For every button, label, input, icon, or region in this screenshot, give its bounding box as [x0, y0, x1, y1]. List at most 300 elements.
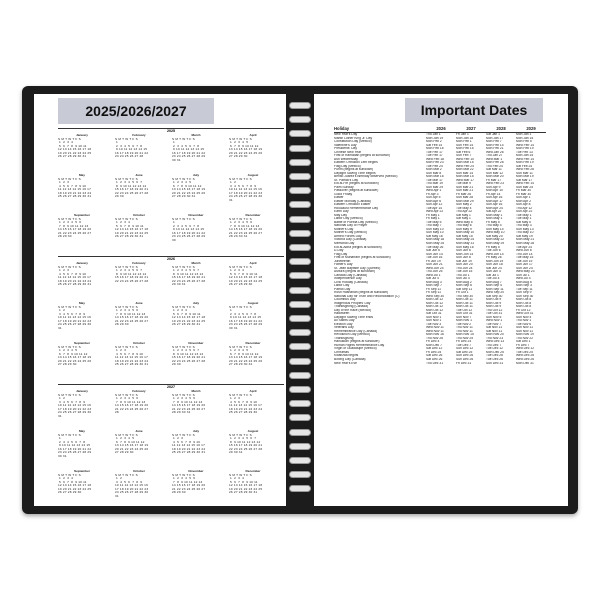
month-title: May — [78, 301, 86, 305]
week-row: 23 24 25 26 27 28 29 — [172, 154, 206, 158]
month-title: December — [245, 469, 261, 473]
week-row: 1 2 3 4 — [172, 308, 188, 312]
holiday-date: Mon Jan 15 — [516, 154, 534, 158]
holiday-date: Fri Jan 1 — [456, 133, 469, 136]
week-row: 27 28 29 30 — [115, 450, 134, 454]
holiday-name: Daylight Saving Time begins — [334, 171, 376, 175]
holiday-date: Wed May 23 — [516, 270, 535, 274]
week-row: 26 27 28 29 30 — [58, 490, 82, 494]
holiday-date: Sun Nov 7 — [456, 315, 472, 319]
holiday-date: Mon Oct 9 — [486, 298, 502, 302]
holiday-date: Sat Jun 24 — [486, 266, 502, 270]
holiday-name: Benito Juarez's Birthday observed (Mexico) — [334, 175, 398, 179]
month-calendar — [229, 262, 277, 287]
week-row: 24 25 26 27 28 29 30 — [58, 410, 92, 414]
month-title: September — [74, 469, 90, 473]
holiday-name: Daylight Saving Time ends — [334, 315, 374, 319]
month-title: July — [192, 173, 200, 177]
holiday-date: Mon Feb 28 — [486, 161, 504, 165]
holiday-date: Mon May 24 — [456, 238, 475, 242]
week-row: 14 15 16 17 18 19 20 — [58, 227, 92, 231]
week-row: 30 31 — [229, 325, 238, 330]
week-row: 18 19 20 21 22 23 24 — [172, 446, 206, 451]
weekday-header: S M T W T F S — [229, 264, 252, 269]
holiday-date: Fri Dec 4 — [426, 340, 440, 344]
holiday-date: Tue Oct 12 — [456, 308, 473, 312]
holiday-date: Sat May 19 — [516, 234, 533, 238]
holiday-date: Thu Mar 19 — [426, 182, 443, 186]
binding-ring — [289, 230, 311, 237]
holiday-date: Fri Dec 7 — [516, 343, 530, 347]
month-title: September — [74, 213, 90, 217]
holiday-name: Constitution Day (Mexico) — [334, 140, 372, 144]
binding-ring — [289, 102, 311, 109]
month-calendar — [115, 262, 163, 283]
week-row: 1 2 3 4 — [229, 476, 245, 480]
holiday-date: Tue Jun 16 — [426, 256, 443, 260]
holiday-date: Mon May 31 — [456, 241, 475, 245]
week-row: 25 26 27 28 29 30 — [229, 410, 258, 414]
holiday-date: Fri May 1 — [426, 213, 440, 217]
week-row: 19 20 21 22 23 24 25 — [229, 278, 263, 283]
holiday-name: Columbus Day — [334, 298, 356, 302]
table-row — [334, 362, 546, 366]
holiday-date: Tue May 26 — [426, 245, 444, 249]
week-row: 6 7 8 9 10 11 12 — [115, 439, 145, 444]
holiday-name: Canada Day (Canada) — [334, 273, 367, 277]
holiday-date: Mon Mar 15 — [456, 175, 474, 179]
week-row: 13 14 15 16 17 18 19 — [229, 355, 263, 359]
holiday-date: Tue Feb 17 — [426, 150, 443, 154]
holiday-date: Sun Mar 11 — [516, 171, 533, 175]
week-row: 19 20 21 22 23 24 25 — [115, 230, 149, 235]
holiday-date: Thu Nov 23 — [486, 336, 504, 340]
holiday-date: Tue Sep 11 — [516, 287, 533, 291]
holiday-date: Sat May 1 — [456, 213, 471, 217]
week-row: 1 2 3 — [58, 180, 70, 184]
holiday-date: Wed Dec 26 — [516, 354, 535, 358]
holiday-date: Mon Feb 15 — [456, 147, 474, 151]
week-row: 8 9 10 11 12 13 14 — [172, 271, 204, 276]
holiday-date: Mon Feb 1 — [456, 140, 472, 144]
holiday-date: Sun Feb 14 — [456, 143, 474, 147]
holiday-date: Sat Dec 26 — [426, 358, 443, 361]
holiday-date: Sat Dec 25 — [456, 350, 473, 354]
month-calendar — [115, 430, 163, 455]
holiday-date: Thu Apr 22 — [456, 210, 473, 214]
month-calendar — [229, 390, 277, 415]
holiday-name: Battle of Puebla Day (Mexico) — [334, 220, 378, 224]
week-row: 23 24 25 26 27 28 29 — [58, 450, 92, 454]
holiday-date: Mon May 1 — [486, 213, 503, 217]
weekday-header: S M T W T F S — [58, 176, 81, 181]
holiday-date: Sun Nov 1 — [426, 315, 442, 319]
weekday-header: S M T W T F S — [172, 432, 195, 437]
weekday-header: S M T W T F S — [229, 432, 252, 437]
holiday-name: National Day for Truth and Reconciliation (C) — [334, 294, 400, 298]
binding-ring — [289, 187, 311, 194]
weekday-header: S M T W T F S — [115, 264, 138, 269]
holiday-date: Thu Jun 14 — [516, 252, 533, 256]
holiday-date: Wed Nov 11 — [426, 326, 444, 330]
week-row: 7 8 9 10 11 12 13 — [115, 311, 146, 316]
holiday-date: Mon Sep 3 — [516, 284, 532, 288]
week-row: 12 13 14 15 16 17 18 — [58, 483, 92, 487]
holiday-date: Sun Mar 28 — [456, 196, 474, 200]
week-row: 25 26 27 28 29 30 31 — [58, 282, 92, 286]
holiday-date: Wed Jun 14 — [486, 252, 504, 256]
holiday-date: Sun Dec 12 — [456, 347, 474, 351]
week-row: 17 18 19 20 21 22 23 — [58, 318, 92, 323]
year-header: 2025 — [58, 128, 284, 132]
week-row: 31 — [58, 413, 62, 418]
week-row: 20 21 22 23 24 25 26 — [58, 358, 92, 363]
holiday-date: Sat Jun 19 — [456, 259, 472, 263]
week-row: 24 25 26 27 28 29 30 — [115, 490, 149, 494]
month-title: March — [191, 261, 201, 265]
week-row: 2 3 4 5 6 7 8 — [172, 223, 200, 228]
holiday-date: Wed Nov 1 — [486, 319, 503, 323]
holiday-date: Thu Apr 12 — [516, 206, 533, 210]
week-row: 1 2 3 4 5 6 7 — [229, 436, 257, 440]
month-title: November — [188, 469, 204, 473]
holiday-date: Wed Nov 11 — [426, 329, 444, 333]
weekday-header: S M T W T F S — [115, 136, 138, 141]
week-row: 1 2 3 4 5 6 7 — [115, 268, 143, 272]
month-calendar — [58, 262, 106, 287]
holiday-date: Wed Jul 1 — [426, 273, 441, 277]
holiday-name: Palm Sunday — [334, 185, 354, 189]
holiday-date: Fri Dec 25 — [426, 350, 442, 354]
month-calendar — [58, 214, 106, 239]
holiday-date: Mon Sep 7 — [426, 284, 442, 288]
holiday-date: Fri Dec 31 — [456, 361, 472, 365]
holiday-date: Sun Apr 16 — [486, 203, 503, 207]
week-row: 7 8 9 10 11 12 13 — [58, 223, 89, 228]
month-calendar — [58, 430, 106, 458]
week-row: 18 19 20 21 22 23 24 — [229, 406, 263, 411]
week-row: 29 30 31 — [229, 450, 243, 454]
holiday-date: Sun Apr 22 — [516, 210, 533, 214]
year-header: 2027 — [58, 384, 284, 388]
holiday-date: Fri Sep 11 — [426, 287, 441, 291]
holiday-date: Thu Nov 11 — [456, 326, 473, 330]
column-header-2026: 2026 — [436, 126, 446, 131]
month-calendar — [115, 302, 163, 327]
month-title: April — [249, 133, 257, 137]
week-row: 15 16 17 18 19 20 21 — [172, 355, 206, 359]
column-header-holiday: Holiday — [334, 126, 350, 131]
holiday-date: Tue May 4 — [456, 206, 472, 210]
week-row: 26 27 28 29 30 31 — [229, 490, 258, 494]
week-row: 28 29 30 — [58, 234, 72, 238]
holiday-date: Sun Jun 20 — [456, 263, 473, 267]
week-row: 4 5 6 7 8 9 10 — [229, 399, 258, 404]
month-title: May — [78, 173, 86, 177]
weekday-header: S M T W T F S — [58, 136, 81, 141]
week-row: 21 22 23 24 25 26 27 — [115, 318, 149, 323]
month-calendar — [58, 134, 106, 159]
holiday-date: Thu Nov 26 — [426, 336, 444, 340]
spiral-binding — [289, 102, 311, 500]
week-row: 25 26 27 28 29 30 31 — [58, 194, 92, 198]
week-row: 12 13 14 15 16 17 18 — [115, 227, 149, 231]
holiday-date: Wed May 10 — [486, 231, 505, 235]
month-title: January — [76, 261, 88, 265]
holiday-date: Tue Feb 17 — [426, 154, 443, 158]
week-row: 1 2 3 4 5 — [229, 140, 249, 144]
week-row: 14 15 16 17 18 19 20 — [115, 403, 149, 407]
month-calendar — [229, 430, 277, 455]
holiday-date: Sun Jun 18 — [486, 263, 503, 267]
holiday-date: Fri Mar 30 — [516, 192, 532, 196]
week-row: 17 18 19 20 21 22 23 — [58, 406, 92, 411]
holiday-date: Sun May 14 — [486, 227, 504, 231]
month-title: March — [191, 389, 201, 393]
week-row: 9 10 11 12 13 14 15 — [172, 227, 205, 231]
week-row: 2 3 4 5 6 7 8 — [58, 439, 86, 444]
holiday-name: Eastern Orthodox Lent begins — [334, 161, 378, 165]
week-row: 27 28 29 30 31 — [172, 194, 196, 198]
holiday-date: Tue May 15 — [516, 256, 534, 260]
holiday-date: Mon Sep 4 — [486, 284, 502, 288]
week-row: 29 30 31 — [172, 282, 186, 286]
holiday-name: Holocaust Remembrance Day — [334, 206, 378, 210]
holiday-name: Purim (begins at sundown) — [334, 168, 374, 172]
week-row: 7 8 9 10 11 12 13 — [115, 399, 146, 404]
week-row: 24 25 26 27 28 29 30 — [58, 322, 92, 326]
week-row: 5 6 7 8 9 10 11 — [58, 143, 87, 148]
holiday-date: Wed Feb 14 — [516, 157, 534, 161]
holiday-date: Thu Jul 1 — [456, 273, 470, 277]
binding-ring — [289, 329, 311, 336]
week-row: 6 7 8 9 10 11 12 — [229, 143, 259, 148]
week-row: 1 — [229, 308, 232, 312]
week-row: 2 3 4 5 6 7 8 — [115, 143, 143, 148]
month-title: July — [192, 301, 200, 305]
week-row: 30 — [172, 237, 176, 242]
holiday-date: Mon Feb 23 — [426, 161, 444, 165]
weekday-header: S M T W T F S — [229, 392, 252, 397]
binding-ring — [289, 471, 311, 478]
holiday-date: Tue Jun 6 — [486, 249, 501, 253]
holiday-date: Sun Mar 8 — [426, 171, 442, 175]
binding-ring — [289, 116, 311, 123]
weekday-header: S M T W T F S — [172, 392, 195, 397]
week-row: 4 5 6 7 8 9 10 — [58, 183, 87, 188]
month-calendar — [115, 470, 163, 498]
week-row: 11 12 13 14 15 16 17 — [172, 443, 206, 447]
binding-ring — [289, 272, 311, 279]
week-row: 9 10 11 12 13 14 15 — [229, 315, 262, 319]
holiday-date: Mon Mar 19 — [516, 175, 534, 179]
holiday-name: Chinese New Year — [334, 150, 362, 154]
holiday-name: Passover (begins at sundown) — [334, 189, 379, 193]
holiday-date: Sat Jul 4 — [426, 277, 439, 281]
holiday-date: Mon Oct 8 — [516, 305, 532, 309]
holiday-date: Sun Nov 11 — [516, 326, 533, 330]
week-row: 5 6 7 8 9 10 11 — [58, 479, 87, 484]
holiday-date: Mon Mar 2 — [426, 168, 442, 172]
holiday-date: Mon Oct 11 — [456, 298, 473, 302]
holiday-date: Tue Mar 17 — [426, 178, 443, 182]
month-title: March — [191, 133, 201, 137]
holiday-name: Human Rights Remembrance Day — [334, 343, 385, 347]
holiday-date: Tue Jun 15 — [456, 270, 473, 274]
holiday-date: Sat Mar 11 — [486, 168, 502, 172]
holiday-name: Kwanzaa begins — [334, 354, 359, 358]
holiday-date: Mon Nov 16 — [426, 333, 444, 337]
week-row: 14 15 16 17 18 19 20 — [172, 483, 206, 487]
week-row: 10 11 12 13 14 15 16 — [115, 483, 149, 487]
month-calendar — [172, 174, 220, 199]
holiday-date: Sun Jun 6 — [456, 249, 471, 253]
holiday-date: Sun Mar 25 — [516, 185, 534, 189]
holiday-date: Mon Oct 12 — [426, 305, 444, 309]
holiday-name: Victoria Day (Canada) — [334, 238, 367, 242]
month-calendar — [58, 390, 106, 418]
week-row: 1 — [58, 436, 61, 440]
holiday-date: Fri May 26 — [486, 256, 502, 260]
weekday-header: S M T W T F S — [229, 216, 252, 221]
month-title: January — [76, 389, 88, 393]
week-row: 13 14 15 16 17 18 19 — [115, 443, 149, 447]
week-row: 15 16 17 18 19 20 21 — [172, 275, 206, 279]
week-row: 8 9 10 11 12 13 14 — [115, 183, 147, 188]
holiday-date: Mon Apr 2 — [516, 199, 532, 203]
week-row: 22 23 24 25 26 27 28 — [115, 278, 149, 283]
month-calendar — [229, 342, 277, 367]
holiday-date: Mon Mar 15 — [456, 161, 474, 165]
month-calendar — [229, 302, 277, 330]
binding-ring — [289, 343, 311, 350]
holiday-date: Tue Dec 12 — [486, 347, 503, 351]
binding-ring — [289, 159, 311, 166]
holiday-name: Memorial Day — [334, 241, 355, 245]
holiday-date: Thu Oct 12 — [486, 308, 503, 312]
holiday-date: Sun Sep 30 — [516, 294, 534, 298]
week-row: 1 2 — [115, 476, 123, 480]
week-row: 4 5 6 7 8 9 10 — [58, 271, 87, 276]
week-row: 20 21 22 23 24 25 26 — [229, 358, 263, 363]
holiday-date: Mon Oct 12 — [426, 298, 444, 302]
week-row: 5 6 7 8 9 10 11 — [229, 271, 258, 276]
holiday-date: Sat Jul 1 — [486, 273, 499, 277]
month-calendar — [172, 430, 220, 455]
holiday-date: Tue Nov 6 — [516, 322, 532, 326]
week-row: 11 12 13 14 15 16 17 — [58, 275, 92, 279]
holiday-date: Mon Nov 19 — [516, 333, 534, 337]
week-row: 3 4 5 6 7 8 9 — [229, 183, 257, 188]
holiday-date: Sun Jun 24 — [516, 266, 533, 270]
binding-ring — [289, 429, 311, 436]
weekday-header: S M T W T F S — [115, 344, 138, 349]
binding-ring — [289, 258, 311, 265]
week-row: 21 22 23 24 25 26 27 — [115, 406, 149, 411]
binding-ring — [289, 485, 311, 492]
holiday-date: Thu Dec 31 — [426, 361, 444, 365]
holiday-date: Sat May 16 — [426, 234, 443, 238]
holiday-date: Wed Mar 1 — [486, 157, 503, 161]
week-row: 18 19 20 21 22 23 24 — [58, 190, 92, 195]
holiday-date: Wed Jun 24 — [426, 266, 444, 270]
binding-ring — [289, 173, 311, 180]
binding-ring — [289, 372, 311, 379]
holiday-date: Sun Nov 4 — [516, 315, 532, 319]
holiday-date: Sun Apr 12 — [426, 203, 443, 207]
holiday-date: Thu May 7 — [426, 224, 442, 228]
weekday-header: S M T W T F S — [172, 136, 195, 141]
holiday-name: Indigenous Peoples' Day — [334, 301, 371, 305]
holiday-date: Mon Jan 15 — [516, 136, 534, 140]
month-calendar — [172, 214, 220, 242]
holiday-name: Virgin of Guadalupe (Mexico) — [334, 347, 377, 351]
week-row: 10 11 12 13 14 15 16 — [229, 187, 263, 191]
binding-ring — [289, 130, 311, 137]
week-row: 28 29 30 31 — [172, 410, 191, 414]
week-row: 1 2 3 4 5 — [58, 348, 78, 352]
week-row: 15 16 17 18 19 20 21 — [229, 443, 263, 447]
holiday-date: Fri Mar 17 — [486, 178, 502, 182]
week-row: 25 26 27 28 29 30 31 — [115, 362, 149, 366]
week-row: 16 17 18 19 20 21 22 — [229, 318, 263, 323]
holiday-date: Tue Nov 2 — [456, 322, 472, 326]
binding-ring — [289, 201, 311, 208]
week-row: 19 20 21 22 23 24 25 — [172, 318, 206, 323]
binding-ring — [289, 358, 311, 365]
holiday-date: Wed Feb 24 — [456, 164, 474, 168]
holiday-date: Tue May 1 — [516, 217, 532, 221]
week-row: 1 2 3 4 5 — [172, 180, 192, 184]
holiday-name: Eid al-Fitr (begins at sundown) — [334, 182, 379, 186]
week-row: 5 6 7 8 9 10 11 — [172, 311, 201, 316]
week-row: 26 27 28 29 30 31 — [58, 154, 87, 158]
month-calendar — [115, 214, 163, 239]
holiday-date: Sat Feb 6 — [456, 150, 471, 154]
holiday-date: Tue Dec 26 — [486, 358, 503, 361]
holiday-name: Labor Day (Mexico) — [334, 217, 363, 221]
holiday-date: Mon Aug 6 — [516, 280, 532, 284]
month-title: September — [74, 341, 90, 345]
holiday-date: Mon Oct 11 — [456, 305, 473, 309]
holiday-date: Thu Dec 7 — [486, 343, 502, 347]
holiday-date: Mon Feb 2 — [426, 140, 442, 144]
holiday-date: Sat May 15 — [456, 234, 473, 238]
week-row: 6 7 8 9 10 11 12 — [58, 351, 88, 356]
month-calendar — [115, 342, 163, 367]
holiday-date: Mon Feb 5 — [516, 140, 532, 144]
holiday-date: Mon Dec 7 — [426, 343, 442, 347]
holiday-date: Tue May 1 — [516, 213, 532, 217]
week-row: 22 23 24 25 26 27 28 — [172, 358, 206, 363]
week-row: 19 20 21 22 23 24 25 — [58, 150, 92, 155]
holiday-date: Sun Apr 9 — [486, 185, 501, 189]
month-title: May — [78, 429, 86, 433]
holiday-date: Mon Jan 19 — [426, 136, 444, 140]
holiday-date: Sun Dec 26 — [456, 354, 474, 358]
holiday-date: Tue Oct 31 — [486, 312, 503, 316]
month-calendar — [229, 174, 277, 202]
holiday-date: Fri Oct 1 — [456, 291, 469, 295]
week-row: 1 — [115, 140, 118, 144]
holiday-date: Thu Jun 25 — [426, 270, 443, 274]
holiday-date: Sun Jul 4 — [456, 277, 470, 281]
holiday-date: Fri Mar 30 — [516, 189, 532, 193]
holiday-date: Mon Jan 18 — [456, 136, 474, 140]
holiday-date: Wed Sep 20 — [486, 291, 505, 295]
week-row: 3 4 5 6 7 8 9 — [58, 311, 86, 316]
month-title: June — [135, 429, 143, 433]
